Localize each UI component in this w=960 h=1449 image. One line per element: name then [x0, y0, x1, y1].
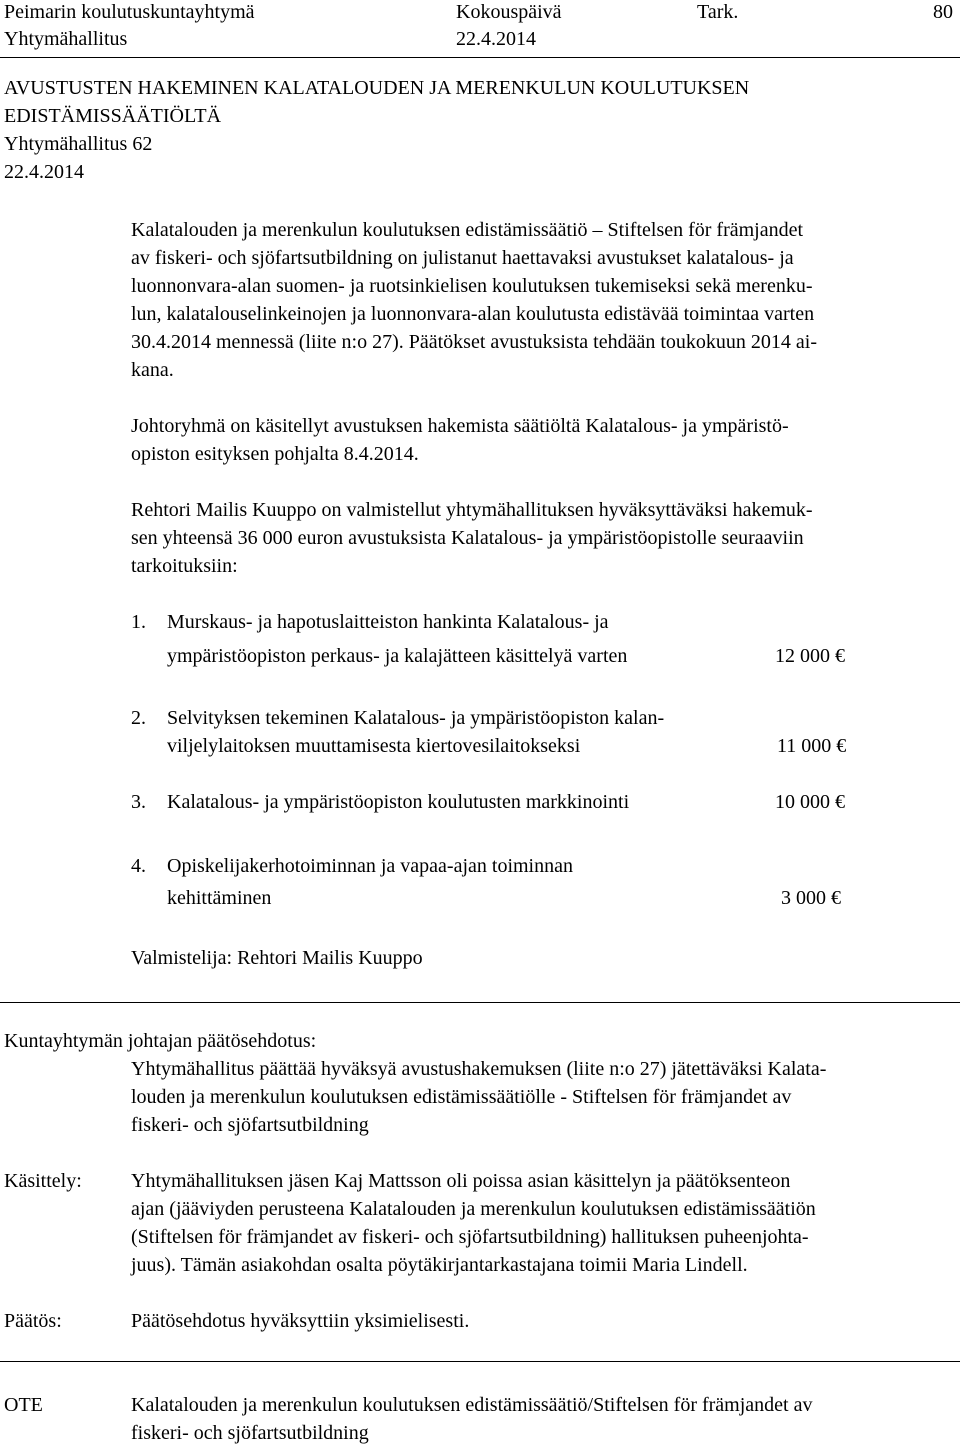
paragraph-line: Johtoryhmä on käsitellyt avustuksen hakemista säätiöltä Kalatalous- ja ympäristö- — [131, 415, 789, 437]
proposal-label: Kuntayhtymän johtajan päätösehdotus: — [4, 1030, 317, 1052]
section-title-line1: AVUSTUSTEN HAKEMINEN KALATALOUDEN JA MERENKULUN KOULUTUKSEN — [4, 77, 750, 99]
paragraph-line: sen yhteensä 36 000 euron avustuksista Kalatalous- ja ympäristöopistolle seuraaviin — [131, 527, 804, 549]
preparer-line: Valmistelija: Rehtori Mailis Kuuppo — [131, 947, 423, 969]
decision-label: Päätös: — [4, 1310, 62, 1332]
header-body: Yhtymähallitus — [4, 28, 128, 50]
paragraph-line: Kalatalouden ja merenkulun koulutuksen edistämissäätiö – Stiftelsen för främjandet — [131, 219, 804, 241]
paragraph-line: luonnonvara-alan suomen- ja ruotsinkielisen koulutuksen tukemiseksi sekä merenku- — [131, 275, 813, 297]
paragraph-line: opiston esityksen pohjalta 8.4.2014. — [131, 443, 419, 465]
grant-item-number: 2. — [131, 707, 146, 729]
section-divider — [0, 1002, 960, 1003]
handling-line: ajan (jääviyden perusteena Kalatalouden ja merenkulun koulutuksen edistämissäätiön — [131, 1198, 816, 1220]
grant-item-number: 4. — [131, 855, 146, 877]
handling-label: Käsittely: — [4, 1170, 82, 1192]
decision-text: Päätösehdotus hyväksyttiin yksimielisesti. — [131, 1310, 470, 1332]
handling-line: juus). Tämän asiakohdan osalta pöytäkirjantarkastajana toimii Maria Lindell. — [131, 1254, 748, 1276]
header-date: 22.4.2014 — [456, 28, 536, 50]
grant-item-text: viljelylaitoksen muuttamisesta kiertovesilaitokseksi — [167, 735, 581, 757]
paragraph-line: av fiskeri- och sjöfartsutbildning on julistanut haettavaksi avustukset kalatalous- ja — [131, 247, 794, 269]
handling-line: (Stiftelsen för främjandet av fiskeri- och sjöfartsutbildning) hallituksen puheenjohta- — [131, 1226, 809, 1248]
grant-item-text: kehittäminen — [167, 887, 272, 909]
section-reference-date: 22.4.2014 — [4, 161, 84, 183]
grant-item-number: 3. — [131, 791, 146, 813]
grant-item-amount: 3 000 € — [781, 887, 841, 909]
paragraph-line: 30.4.2014 mennessä (liite n:o 27). Päätökset avustuksista tehdään toukokuun 2014 ai- — [131, 331, 817, 353]
section-title-line2: EDISTÄMISSÄÄTIÖLTÄ — [4, 105, 222, 127]
header-meeting-label: Kokouspäivä — [456, 1, 562, 23]
grant-item-text: Opiskelijakerhotoiminnan ja vapaa-ajan toiminnan — [167, 855, 573, 877]
header-page-number: 80 — [933, 1, 953, 23]
grant-item-text: Kalatalous- ja ympäristöopiston koulutusten markkinointi — [167, 791, 630, 813]
header-divider — [0, 57, 960, 58]
grant-item-amount: 11 000 € — [777, 735, 847, 757]
paragraph-line: Rehtori Mailis Kuuppo on valmistellut yhtymähallituksen hyväksyttäväksi hakemuk- — [131, 499, 813, 521]
proposal-line: fiskeri- och sjöfartsutbildning — [131, 1114, 369, 1136]
header-org: Peimarin koulutuskuntayhtymä — [4, 1, 255, 23]
grant-item-text: Murskaus- ja hapotuslaitteiston hankinta Kalatalous- ja — [167, 611, 609, 633]
paragraph-line: lun, kalatalouselinkeinojen ja luonnonvara-alan koulutusta edistävää toimintaa varten — [131, 303, 815, 325]
ote-line: fiskeri- och sjöfartsutbildning — [131, 1422, 369, 1444]
grant-item-number: 1. — [131, 611, 146, 633]
header-tark-label: Tark. — [697, 1, 739, 23]
section-reference: Yhtymähallitus 62 — [4, 133, 153, 155]
section-divider — [0, 1361, 960, 1362]
grant-item-amount: 12 000 € — [775, 645, 845, 667]
grant-item-text: Selvityksen tekeminen Kalatalous- ja ympäristöopiston kalan- — [167, 707, 665, 729]
ote-label: OTE — [4, 1394, 43, 1416]
paragraph-line: kana. — [131, 359, 174, 381]
grant-item-text: ympäristöopiston perkaus- ja kalajätteen käsittelyä varten — [167, 645, 628, 667]
proposal-line: louden ja merenkulun koulutuksen edistämissäätiölle - Stiftelsen för främjandet av — [131, 1086, 792, 1108]
proposal-line: Yhtymähallitus päättää hyväksyä avustushakemuksen (liite n:o 27) jätettäväksi Kalata- — [131, 1058, 827, 1080]
paragraph-line: tarkoituksiin: — [131, 555, 238, 577]
handling-line: Yhtymähallituksen jäsen Kaj Mattsson oli poissa asian käsittelyn ja päätöksenteon — [131, 1170, 791, 1192]
grant-item-amount: 10 000 € — [775, 791, 845, 813]
ote-line: Kalatalouden ja merenkulun koulutuksen edistämissäätiö/Stiftelsen för främjandet av — [131, 1394, 813, 1416]
